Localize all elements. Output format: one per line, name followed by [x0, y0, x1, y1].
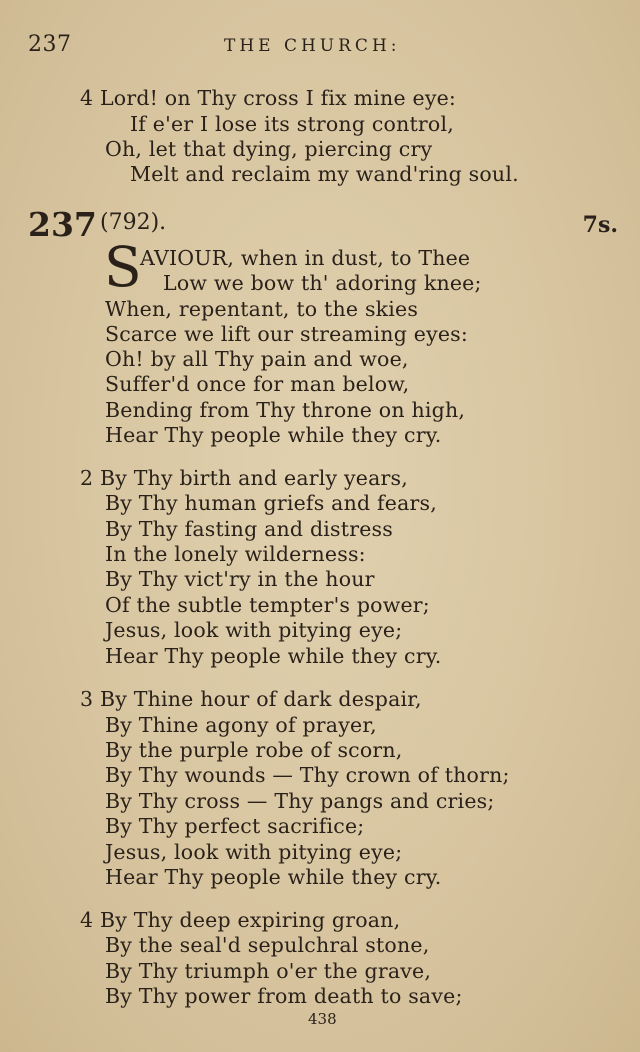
stanza-4-line: By Thy triumph o'er the grave, — [105, 959, 432, 983]
hymn-meter: 7s. — [582, 212, 618, 238]
stanza-1-line: Bending from Thy throne on high, — [105, 398, 466, 422]
stanza-3-line: 3 By Thine hour of dark despair, — [80, 687, 422, 711]
stanza-3-line: Hear Thy people while they cry. — [105, 865, 442, 889]
stanza-4-line: By Thy power from death to save; — [105, 984, 463, 1008]
stanza-3-line: By the purple robe of scorn, — [105, 738, 403, 762]
stanza-2-line: Hear Thy people while they cry. — [105, 644, 442, 668]
stanza-1-line: Oh! by all Thy pain and woe, — [105, 347, 409, 371]
prev-stanza-line: If e'er I lose its strong control, — [130, 112, 454, 136]
stanza-2-line: In the lonely wilderness: — [105, 542, 366, 566]
running-page-number: 237 — [28, 32, 72, 57]
stanza-4-line: By the seal'd sepulchral stone, — [105, 933, 430, 957]
prev-stanza-line: Oh, let that dying, piercing cry — [105, 137, 433, 161]
stanza-1-line: Low we bow th' adoring knee; — [163, 271, 482, 295]
stanza-3-line: By Thy wounds — Thy crown of thorn; — [105, 763, 510, 787]
running-title: THE CHURCH: — [224, 36, 401, 56]
stanza-3-line: By Thy perfect sacrifice; — [105, 814, 365, 838]
stanza-1-line: Hear Thy people while they cry. — [105, 423, 442, 447]
hymn-reference: (792). — [100, 210, 167, 235]
stanza-2-line: Of the subtle tempter's power; — [105, 593, 430, 617]
drop-cap: S — [104, 235, 142, 299]
stanza-3-line: Jesus, look with pitying eye; — [105, 840, 403, 864]
stanza-1-line: Suffer'd once for man below, — [105, 372, 410, 396]
stanza-1-line: When, repentant, to the skies — [105, 297, 419, 321]
stanza-2-line: 2 By Thy birth and early years, — [80, 466, 408, 490]
stanza-2-line: By Thy human griefs and fears, — [105, 491, 437, 515]
folio-number: 438 — [308, 1010, 337, 1028]
prev-stanza-line: 4 Lord! on Thy cross I fix mine eye: — [80, 86, 457, 110]
stanza-4-line: 4 By Thy deep expiring groan, — [80, 908, 401, 932]
stanza-3-line: By Thy cross — Thy pangs and cries; — [105, 789, 495, 813]
prev-stanza-line: Melt and reclaim my wand'ring soul. — [130, 162, 519, 186]
hymn-number: 237 — [28, 205, 97, 244]
stanza-2-line: Jesus, look with pitying eye; — [105, 618, 403, 642]
stanza-2-line: By Thy vict'ry in the hour — [105, 567, 375, 591]
stanza-1-line: AVIOUR, when in dust, to Thee — [140, 246, 471, 270]
stanza-3-line: By Thine agony of prayer, — [105, 713, 377, 737]
stanza-2-line: By Thy fasting and distress — [105, 517, 393, 541]
stanza-1-line: Scarce we lift our streaming eyes: — [105, 322, 469, 346]
